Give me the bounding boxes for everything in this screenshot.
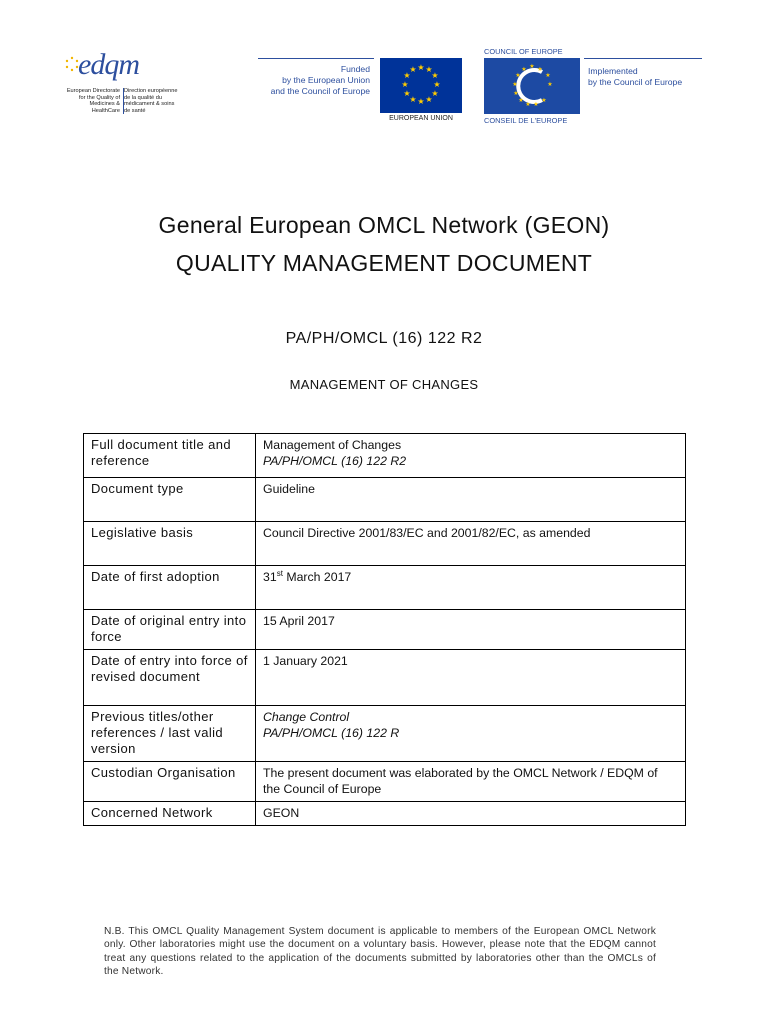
svg-text:★: ★ [513, 90, 519, 97]
footnote: N.B. This OMCL Quality Management System document is applicable to members of the European OMCL Network only. Other laboratories might use the document on a voluntary basis. However, please note that the EDQM cannot treat any questions related to the application of the documents submitted by laboratories other than the OMCLs of the Network. [104, 926, 656, 977]
document-title-line-2: QUALITY MANAGEMENT DOCUMENT [175, 250, 593, 276]
svg-text:★: ★ [518, 97, 524, 104]
row-value-italic: PA/PH/OMCL (16) 122 R [263, 726, 400, 740]
svg-text:★: ★ [525, 101, 531, 108]
row-value-day: 31 [263, 570, 277, 584]
row-value [256, 434, 686, 478]
table-row [84, 650, 686, 706]
funded-text [258, 64, 370, 97]
row-label: Date of first adoption [84, 566, 256, 610]
table-row [84, 566, 686, 610]
row-value-italic: PA/PH/OMCL (16) 122 R2 [263, 454, 407, 468]
implemented-divider [584, 58, 702, 59]
row-label: Date of entry into force of revised document [84, 650, 256, 706]
row-value-italic: Change Control [263, 710, 350, 724]
svg-text:★: ★ [529, 63, 535, 70]
table-row [84, 762, 686, 802]
funded-line-1: Funded [340, 64, 370, 74]
document-reference: PA/PH/OMCL (16) 122 R2 [285, 330, 483, 347]
svg-text:★: ★ [533, 101, 539, 108]
table-row [84, 522, 686, 566]
row-label: Date of original entry into force [84, 610, 256, 650]
svg-text:★: ★ [541, 97, 547, 104]
row-label: Legislative basis [84, 522, 256, 566]
row-value: 1 January 2021 [256, 650, 686, 706]
row-label: Custodian Organisation [84, 762, 256, 802]
svg-text:★: ★ [401, 80, 409, 89]
svg-text:★: ★ [403, 71, 411, 80]
table-row [84, 706, 686, 762]
edqm-subtitle-fr: Direction européenne de la qualité du médicament & soins de santé [124, 88, 178, 114]
document-subject: MANAGEMENT OF CHANGES [289, 377, 479, 392]
svg-text:★: ★ [425, 65, 433, 74]
row-value [256, 706, 686, 762]
svg-text:★: ★ [521, 66, 527, 73]
row-value-text: Management of Changes [263, 438, 402, 452]
document-title-line-1: General European OMCL Network (GEON) [158, 212, 610, 238]
coe-label-en: COUNCIL OF EUROPE [484, 47, 563, 56]
edqm-wordmark: edqm [78, 48, 139, 81]
svg-text:★: ★ [403, 89, 411, 98]
edqm-subtitle-en: European Directorate for the Quality of Medicines & HealthCare [62, 88, 124, 114]
implemented-line-2: by the Council of Europe [588, 77, 683, 87]
row-label: Concerned Network [84, 802, 256, 826]
svg-text:★: ★ [512, 81, 518, 88]
svg-text:★: ★ [409, 95, 417, 104]
implemented-line-1: Implemented [588, 66, 638, 76]
row-value: GEON [256, 802, 686, 826]
svg-text:★: ★ [431, 89, 439, 98]
row-value [256, 566, 686, 610]
coe-logo-icon [484, 58, 580, 114]
eu-stars-icon [380, 58, 462, 113]
table-row [84, 478, 686, 522]
eu-flag-icon [380, 58, 462, 113]
svg-text:★: ★ [417, 63, 425, 72]
table-row [84, 610, 686, 650]
edqm-logo [62, 48, 178, 124]
svg-text:★: ★ [537, 66, 543, 73]
implemented-text [588, 66, 682, 88]
svg-text:★: ★ [515, 72, 521, 79]
row-label: Full document title and reference [84, 434, 256, 478]
document-metadata-table [83, 433, 686, 826]
eu-label: EUROPEAN UNION [389, 115, 453, 122]
row-label: Document type [84, 478, 256, 522]
svg-text:★: ★ [431, 71, 439, 80]
row-label: Previous titles/other references / last valid version [84, 706, 256, 762]
row-value: Council Directive 2001/83/EC and 2001/82/EC, as amended [256, 522, 686, 566]
row-value: The present document was elaborated by the OMCL Network / EDQM of the Council of Europe [256, 762, 686, 802]
coe-label-fr: CONSEIL DE L'EUROPE [484, 116, 568, 125]
svg-text:★: ★ [425, 95, 433, 104]
svg-text:★: ★ [417, 97, 425, 106]
svg-text:★: ★ [433, 80, 441, 89]
svg-text:★: ★ [409, 65, 417, 74]
funded-line-2: by the European Union [282, 75, 370, 85]
funded-line-3: and the Council of Europe [270, 86, 370, 96]
table-row [84, 434, 686, 478]
coe-emblem-icon [484, 58, 580, 114]
row-value-rest: March 2017 [282, 570, 352, 584]
svg-text:★: ★ [545, 72, 551, 79]
row-value-sup: st [276, 568, 283, 578]
svg-text:★: ★ [547, 81, 553, 88]
table-row [84, 802, 686, 826]
row-value: Guideline [256, 478, 686, 522]
row-value: 15 April 2017 [256, 610, 686, 650]
funded-divider [258, 58, 374, 59]
